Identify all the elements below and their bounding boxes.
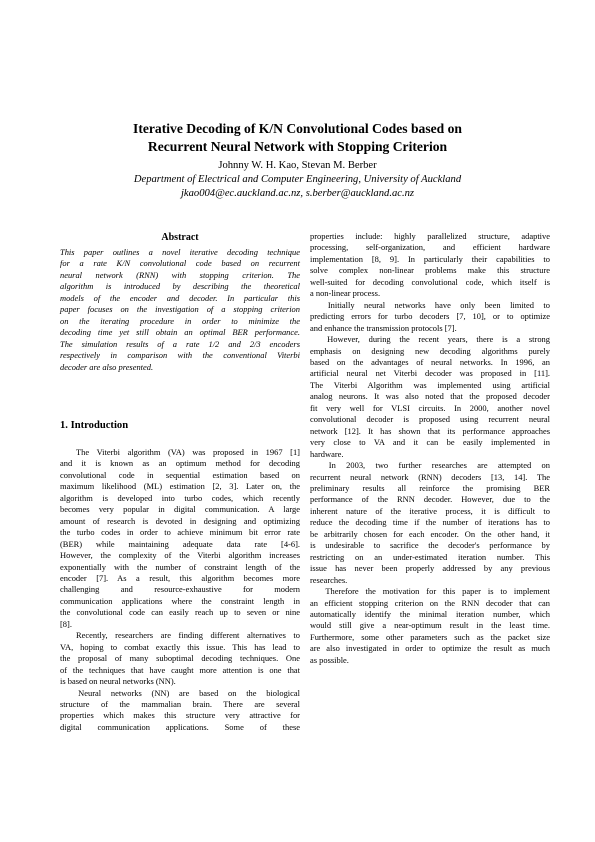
text-line: be arbitrarily chosen for each encoder. On the other hand, it <box>310 528 550 539</box>
text-line: restricting on an under-estimated iteration number. This <box>310 551 550 562</box>
text-line: amount of research is devoted in designing and optimizing <box>60 515 300 526</box>
paper-title <box>60 120 535 156</box>
text-line: models of the encoder and decoder. In particular this <box>60 292 300 303</box>
text-line: recurrent neural network (RNN) decoders [13, 14]. The <box>310 471 550 482</box>
right-paragraph-5 <box>310 586 550 666</box>
text-line: communication applications where the constraint length in <box>60 595 300 606</box>
text-line: well-suited for decoding convolutional code, which itself is <box>310 276 550 287</box>
text-line: exponentially with the number of constraint length of the <box>60 561 300 572</box>
text-line: structure of the mammalian brain. There are several <box>60 698 300 709</box>
text-line: Recently, researchers are finding different alternatives to <box>60 630 300 641</box>
intro-paragraph-3 <box>60 688 300 734</box>
text-line: properties which makes this structure very attractive for <box>60 710 300 721</box>
text-line: researches. <box>310 574 348 585</box>
text-line: a non-linear process. <box>310 288 381 299</box>
text-line: preliminary results all reinforce the promising BER <box>310 482 550 493</box>
text-line: The Viterbi Algorithm was implemented using artificial <box>310 379 550 390</box>
text-line: an efficient stopping criterion on the RNN decoder that can <box>310 597 550 608</box>
text-line: decoder are also presented. <box>60 361 154 372</box>
right-column <box>310 231 550 666</box>
text-line: analog neurons. It was also noted that the proposed decoder <box>310 391 550 402</box>
text-line: inherent nature of the iterative process, it is difficult to <box>310 505 550 516</box>
right-paragraph-4 <box>310 460 550 586</box>
text-line: performance of the RNN decoder. However, due to the <box>310 494 550 505</box>
text-line: becomes very popular in digital communication. A large <box>60 504 300 515</box>
text-line: [8]. <box>60 618 72 629</box>
text-line: This paper outlines a novel iterative decoding technique <box>60 247 300 257</box>
text-line: However, the complexity of the Viterbi algorithm increases <box>60 550 300 561</box>
text-line: automatically identify the minimal iteration number, which <box>310 608 550 619</box>
text-line: based on the advantages of neural networks. In 1996, an <box>310 356 550 367</box>
left-column <box>60 231 300 733</box>
section-heading-introduction: 1. Introduction <box>60 419 129 431</box>
text-line: solve complex non-linear problems make this structure <box>310 265 550 276</box>
text-line: and enhance the transmission protocols [7]. <box>310 322 457 333</box>
text-line: (BER) while maintaining adequate data rate [4-6]. <box>60 538 300 549</box>
text-line: maximum likelihood (ML) estimation [2, 3]. Later on, the <box>60 481 300 492</box>
text-line: paper focuses on the investigation of a stopping criterion <box>60 304 300 315</box>
text-line: However, during the recent years, there is a strong <box>310 334 550 345</box>
text-line: of the techniques that have caught more attention is one that <box>60 664 300 675</box>
text-line: respectively in comparison with the conventional Viterbi <box>60 350 300 361</box>
abstract-heading: Abstract <box>161 232 199 243</box>
text-line: for a rate K/N convolutional code based on recurrent <box>60 258 300 269</box>
text-line: properties include: highly parallelized structure, adaptive <box>310 231 550 241</box>
author-emails: jkao004@ec.auckland.ac.nz, s.berber@auckland.ac.nz <box>180 188 415 199</box>
text-line: and it is known as an optimum method for decoding <box>60 458 300 469</box>
text-line: decoding time yet still obtain an optimal BER performance. <box>60 327 300 338</box>
right-paragraph-2 <box>310 300 550 334</box>
text-line: fit very well for VLSI circuits. In 2000, another novel <box>310 402 550 413</box>
text-line: are also investigated in order to optimize the result as much <box>310 643 550 654</box>
text-line: convolutional code in sequential estimation based on <box>60 469 300 480</box>
text-line: Therefore the motivation for this paper is to implement <box>310 586 550 597</box>
text-line: the proposal of many suboptimal decoding techniques. One <box>60 653 300 664</box>
text-line: encoder [7]. As a result, this algorithm becomes more <box>60 572 300 583</box>
affiliation: Department of Electrical and Computer Engineering, University of Auckland <box>133 174 462 185</box>
text-line: The simulation results of a rate 1/2 and 2/3 encoders <box>60 338 300 349</box>
author-names: Johnny W. H. Kao, Stevan M. Berber <box>218 160 377 171</box>
text-line: network [12]. It has shown that its performance approaches <box>310 425 550 436</box>
text-line: Neural networks (NN) are based on the biological <box>60 687 300 698</box>
text-line: algorithm is developed into turbo codes, which recently <box>60 492 300 503</box>
text-line: the convolutional code can easily reach up to seven or nine <box>60 607 300 618</box>
intro-paragraph-2 <box>60 630 300 687</box>
text-line: implementation [8, 9]. In particularly their capabilities to <box>310 253 550 264</box>
text-line: digital communication applications. Some of these <box>60 721 300 732</box>
text-line: Initially neural networks have only been limited to <box>310 299 550 310</box>
text-line: would still give a near-optimum result in the least time. <box>310 620 550 631</box>
text-line: very close to VA and it can be easily implemented in <box>310 437 550 448</box>
text-line: hardware. <box>310 448 344 459</box>
text-line: the turbo codes in order to achieve minimum bit error rate <box>60 527 300 538</box>
text-line: convolutional decoder is proposed using recurrent neural <box>310 414 550 425</box>
text-line: is based on neural networks (NN). <box>60 676 176 687</box>
text-line: algorithm is introduced by describing the theoretical <box>60 281 300 292</box>
intro-paragraph-1 <box>60 447 300 630</box>
text-line: Furthermore, some other parameters such as the packet size <box>310 631 550 642</box>
right-paragraph-3 <box>310 334 550 460</box>
abstract-section <box>60 231 300 373</box>
right-paragraph-1 <box>310 231 550 300</box>
title-line: Iterative Decoding of K/N Convolutional Codes based on <box>133 121 462 136</box>
text-line: neural network (RNN) with stopping criterion. The <box>60 269 300 280</box>
text-line: VA, hoping to combat exactly this issue. This has lead to <box>60 641 300 652</box>
text-line: emphasis on designing new decoding algorithms purely <box>310 345 550 356</box>
text-line: on the iterating procedure in order to minimize the <box>60 315 300 326</box>
text-line: challenging and resource-exhaustive for modern <box>60 584 300 595</box>
title-line: Recurrent Neural Network with Stopping Criterion <box>147 139 448 154</box>
text-line: The Viterbi algorithm (VA) was proposed in 1967 [1] <box>60 446 300 457</box>
author-block <box>60 159 535 201</box>
text-line: issue has never been properly addressed by any previous <box>310 563 550 574</box>
text-line: reduce the decoding time if the number of iterations has to <box>310 517 550 528</box>
text-line: predicting errors for turbo decoders [7, 10], or to optimize <box>310 311 550 322</box>
text-line: processing, self-organization, and efficient hardware <box>310 242 550 253</box>
abstract-body <box>60 247 300 373</box>
text-line: is undesirable to sacrifice the decoder's performance by <box>310 540 550 551</box>
text-line: as possible. <box>310 654 349 665</box>
text-line: In 2003, two further researches are attempted on <box>310 460 550 471</box>
text-line: artificial neural net Viterbi decoder was proposed in [11]. <box>310 368 550 379</box>
